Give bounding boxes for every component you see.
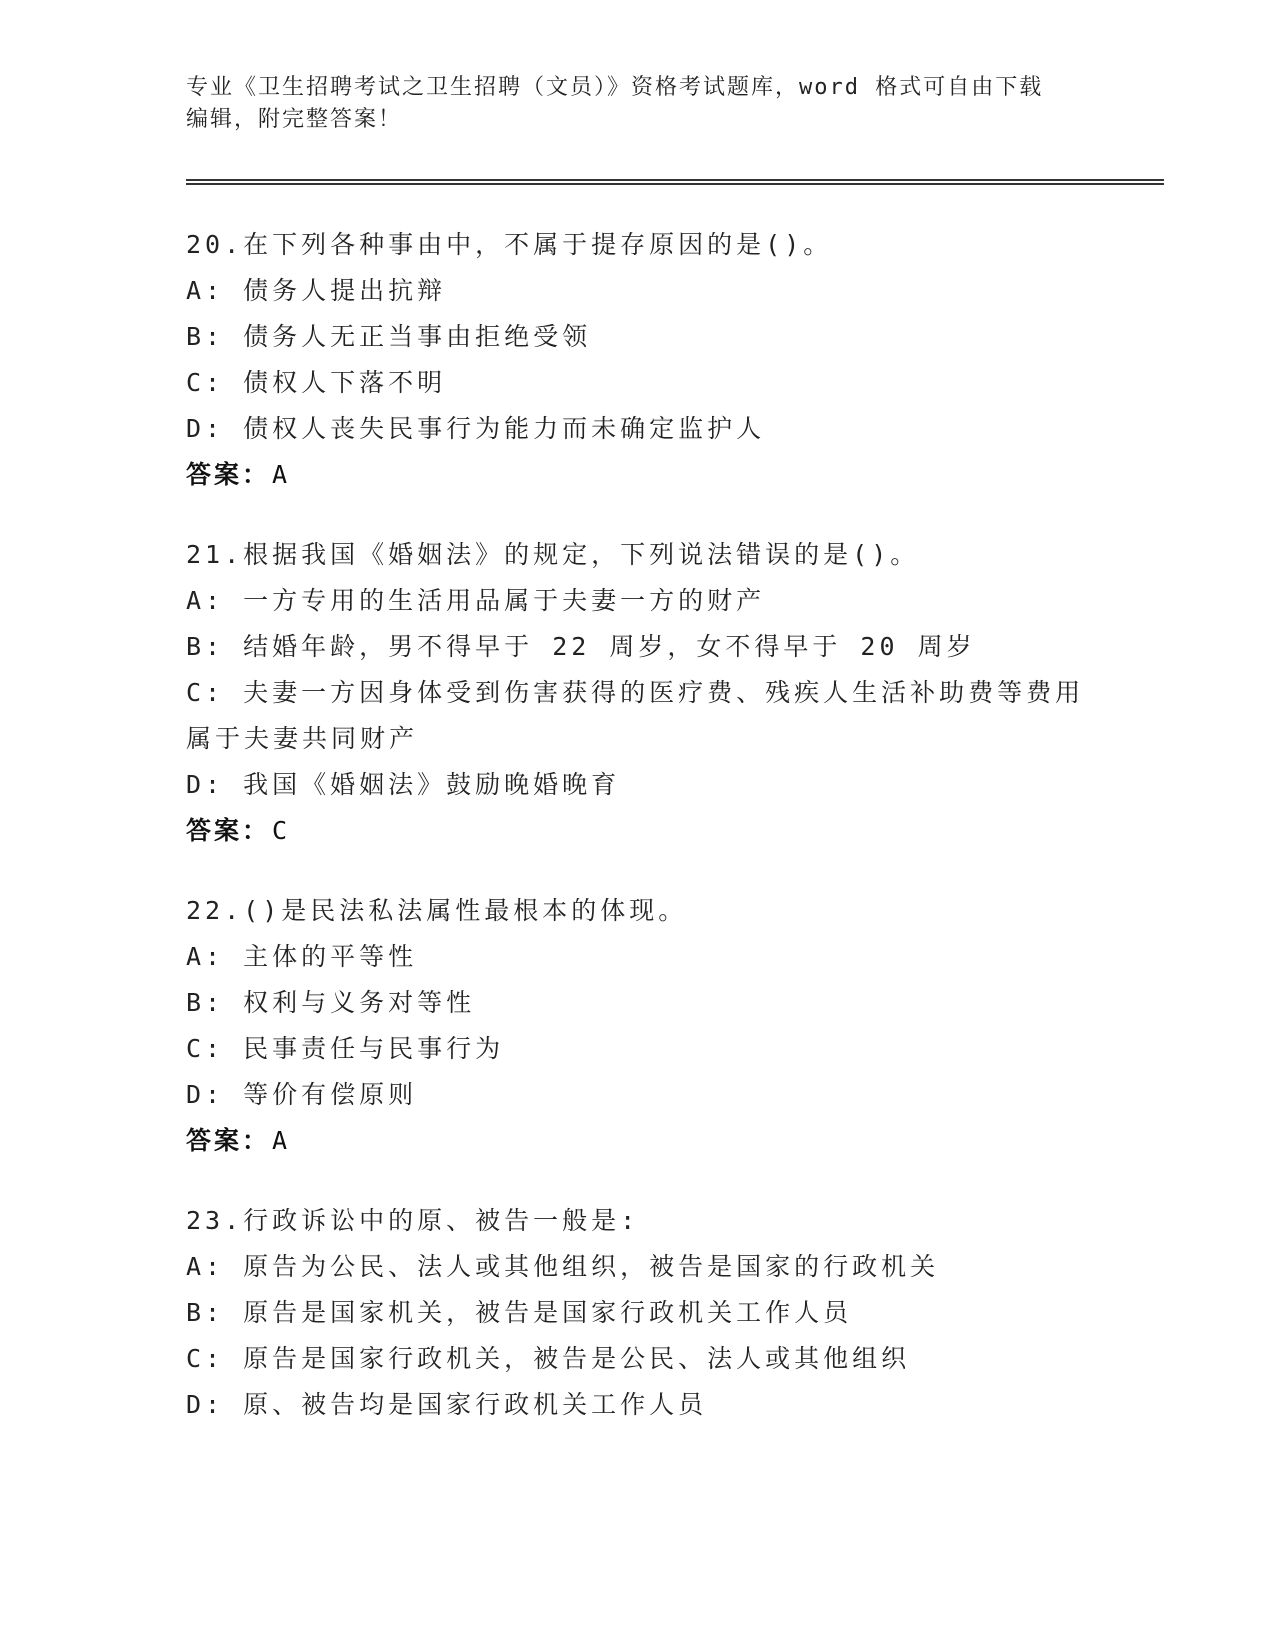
option-b: B: 权利与义务对等性	[186, 988, 476, 1017]
answer-label: 答案：	[186, 816, 271, 845]
question-21	[186, 532, 1086, 854]
option-a: A: 债务人提出抗辩	[186, 276, 447, 305]
question-stem: 21.根据我国《婚姻法》的规定，下列说法错误的是()。	[186, 540, 920, 569]
header-line-2: 编辑，附完整答案！	[186, 107, 403, 132]
question-stem: 20.在下列各种事由中，不属于提存原因的是()。	[186, 230, 833, 259]
header-divider	[186, 179, 1164, 185]
option-a: A: 原告为公民、法人或其他组织，被告是国家的行政机关	[186, 1252, 940, 1281]
option-d: D: 原、被告均是国家行政机关工作人员	[186, 1390, 708, 1419]
answer-value: A	[272, 1126, 291, 1155]
answer	[186, 1118, 1086, 1164]
option-b: B: 原告是国家机关，被告是国家行政机关工作人员	[186, 1298, 853, 1327]
option-c: C: 民事责任与民事行为	[186, 1034, 505, 1063]
option-d: D: 等价有偿原则	[186, 1080, 418, 1109]
question-22	[186, 888, 1086, 1164]
option-d: D: 债权人丧失民事行为能力而未确定监护人	[186, 414, 766, 443]
answer	[186, 808, 1086, 854]
answer-label: 答案：	[186, 1126, 271, 1155]
option-b: B: 债务人无正当事由拒绝受领	[186, 322, 592, 351]
question-23	[186, 1198, 1086, 1428]
answer-value: C	[272, 816, 291, 845]
option-c: C: 债权人下落不明	[186, 368, 447, 397]
option-a: A: 一方专用的生活用品属于夫妻一方的财产	[186, 586, 766, 615]
header-line-1: 专业《卫生招聘考试之卫生招聘（文员）》资格考试题库，word 格式可自由下载	[186, 75, 1044, 100]
document-page	[186, 0, 1166, 1650]
option-a: A: 主体的平等性	[186, 942, 418, 971]
question-stem: 23.行政诉讼中的原、被告一般是:	[186, 1206, 640, 1235]
question-stem: 22.()是民法私法属性最根本的体现。	[186, 896, 688, 925]
document-header	[186, 72, 1086, 136]
option-c-continued: 属于夫妻共同财产	[186, 724, 419, 753]
question-20	[186, 222, 1086, 498]
option-d: D: 我国《婚姻法》鼓励晚婚晚育	[186, 770, 621, 799]
option-b: B: 结婚年龄，男不得早于 22 周岁，女不得早于 20 周岁	[186, 632, 976, 661]
answer	[186, 452, 1086, 498]
option-c: C: 原告是国家行政机关，被告是公民、法人或其他组织	[186, 1344, 911, 1373]
answer-label: 答案：	[186, 460, 271, 489]
option-c: C: 夫妻一方因身体受到伤害获得的医疗费、残疾人生活补助费等费用	[186, 678, 1085, 707]
answer-value: A	[272, 460, 291, 489]
